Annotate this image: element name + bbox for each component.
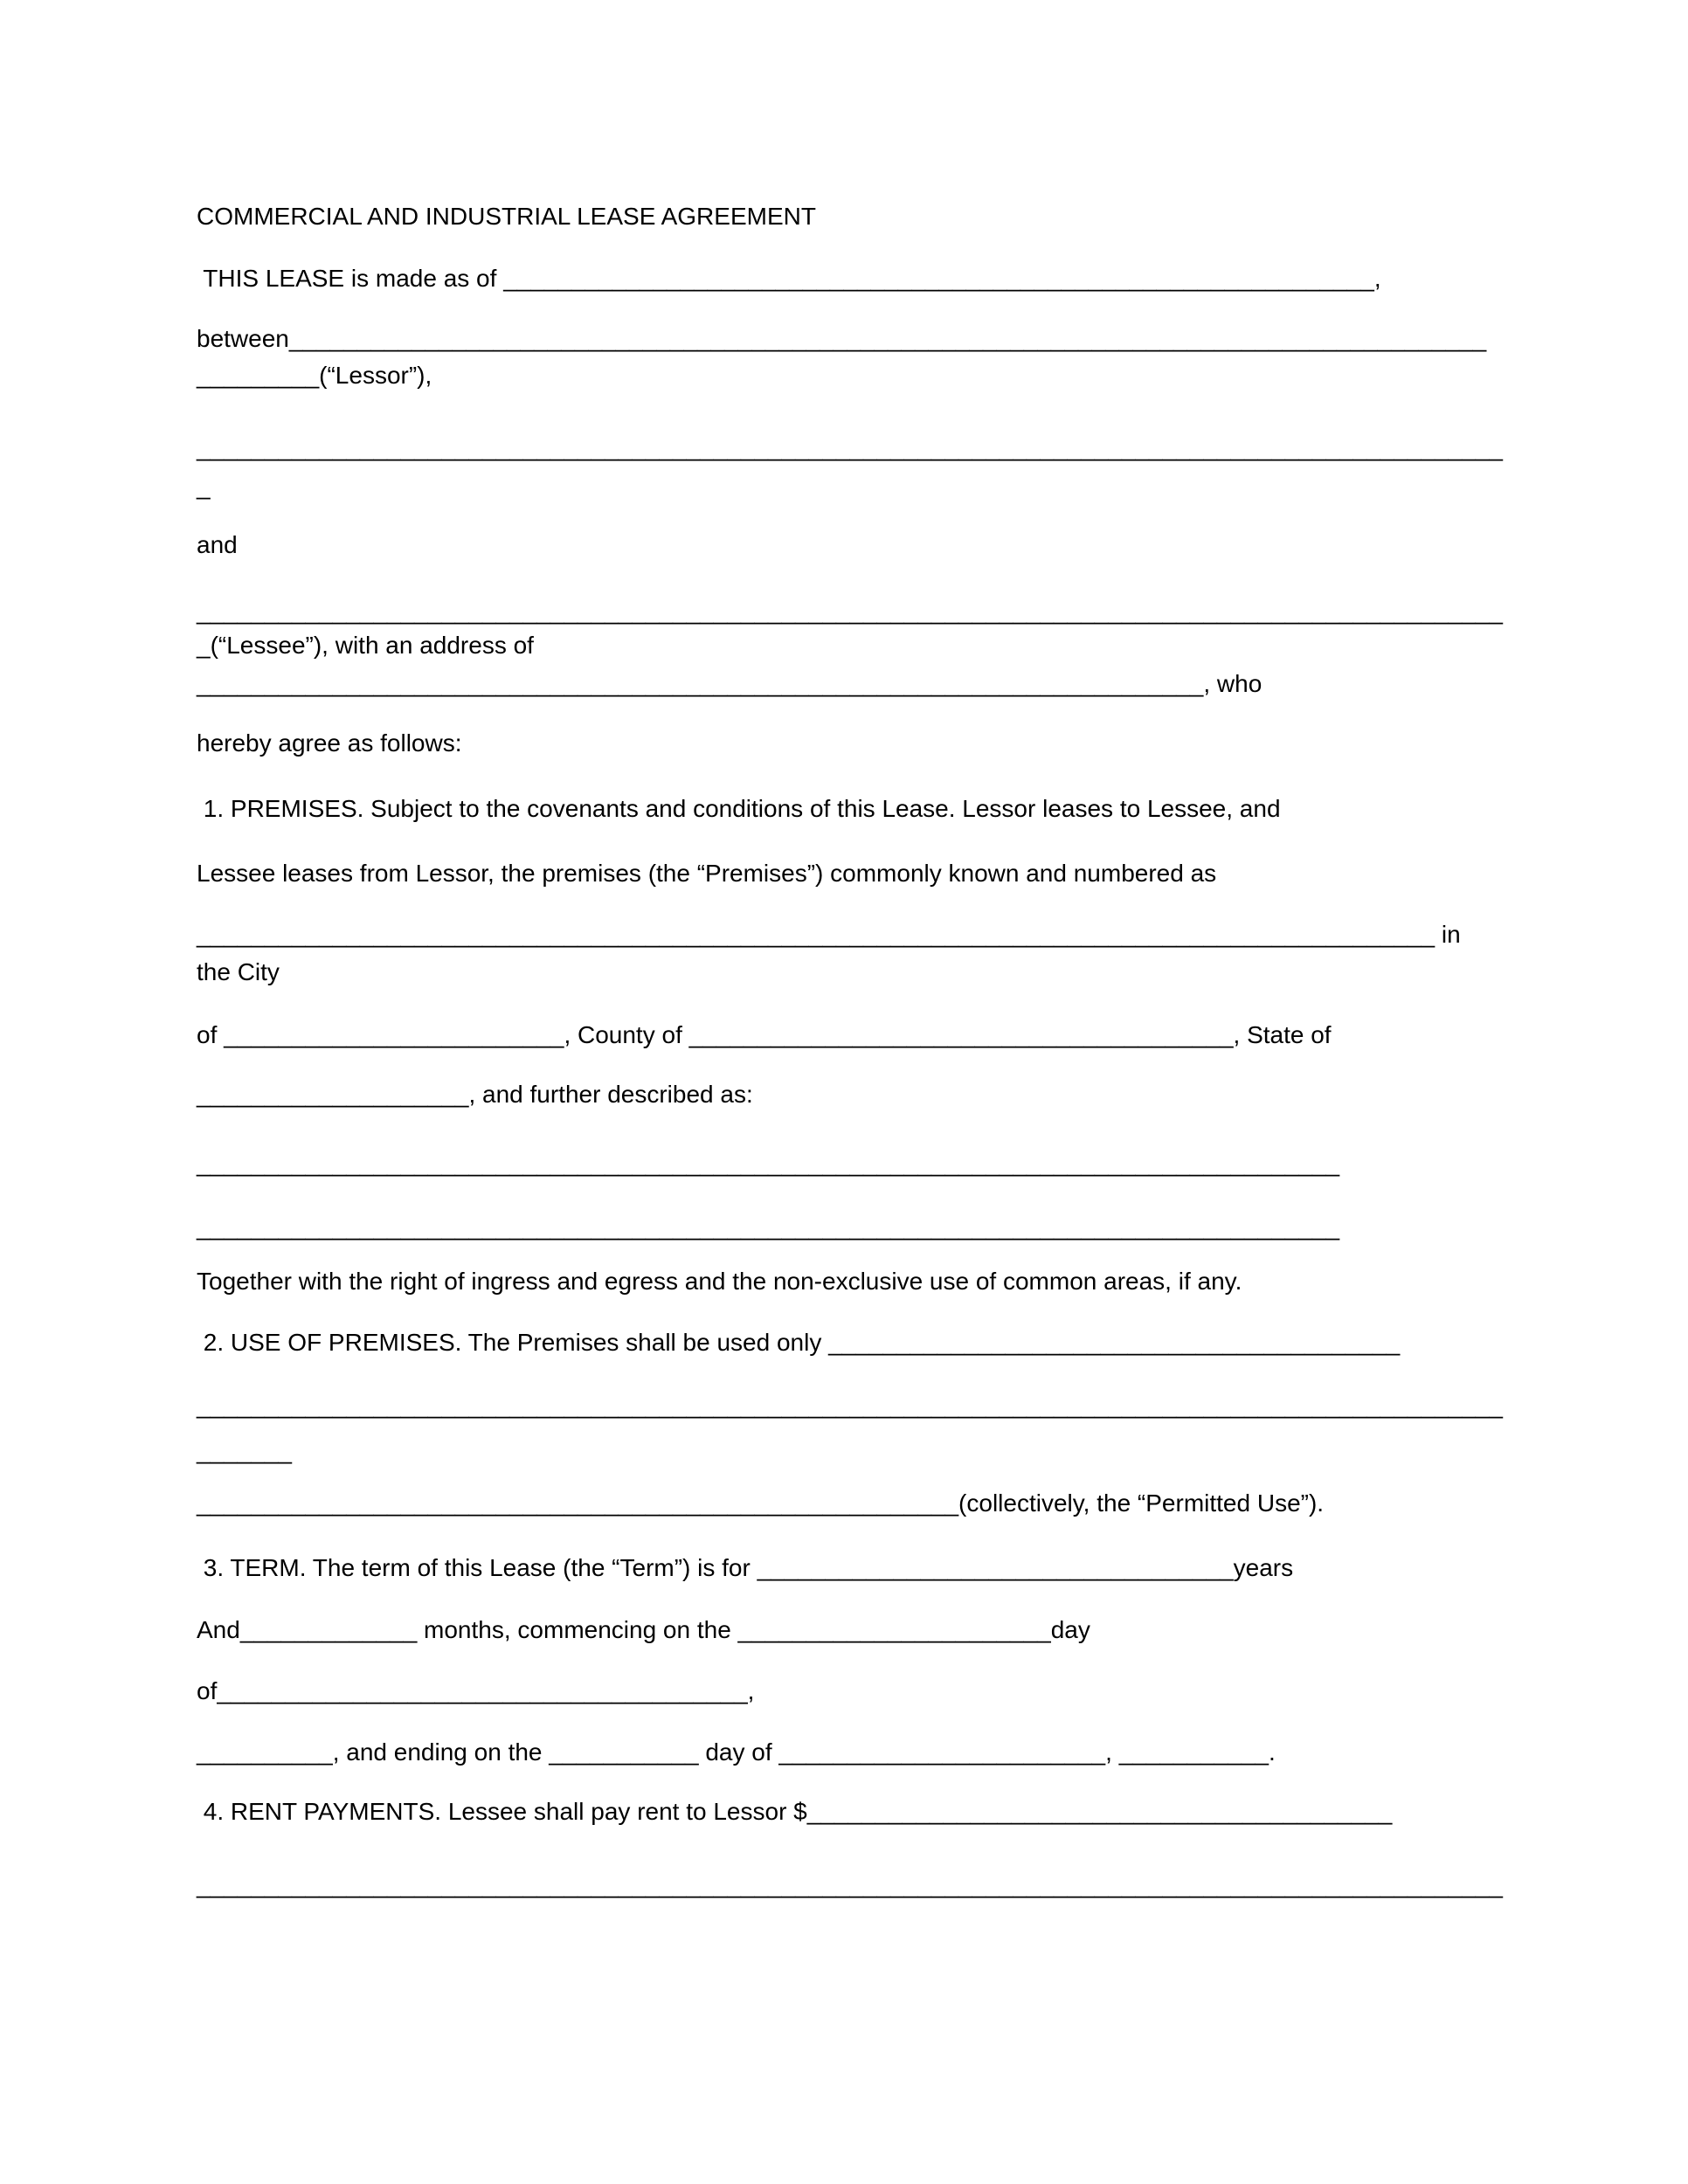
term-clause-line: 3. TERM. The term of this Lease (the “Term”) is for ___________________________________years (197, 1554, 1294, 1581)
further-described-line: ____________________, and further described as: (197, 1081, 753, 1108)
use-blank-line-1: ________________________________________________________________________________________________ (197, 1392, 1503, 1419)
document-title: COMMERCIAL AND INDUSTRIAL LEASE AGREEMENT (197, 203, 816, 230)
lessee-address-blank-line: __________________________________________________________________________, who (197, 670, 1263, 697)
lessor-address-blank-line: ________________________________________________________________________________________________ (197, 434, 1503, 461)
premises-address-blank-line: ___________________________________________________________________________________________ in (197, 921, 1461, 948)
rent-blank-line: ________________________________________________________________________________________________ (197, 1871, 1503, 1898)
blank-wrap-underscore-line: _ (197, 473, 211, 500)
the-city-line: the City (197, 958, 280, 985)
description-blank-line-1: ____________________________________________________________________________________ (197, 1150, 1340, 1177)
lessee-name-blank-line: ________________________________________________________________________________________________ (197, 598, 1503, 625)
term-months-line: And_____________ months, commencing on the _______________________day (197, 1616, 1090, 1643)
rent-payments-line: 4. RENT PAYMENTS. Lessee shall pay rent to Lessor $___________________________________________ (197, 1798, 1393, 1825)
lease-made-date-line: THIS LEASE is made as of ________________________________________________________________, (197, 265, 1381, 292)
premises-clause-line-1: 1. PREMISES. Subject to the covenants and conditions of this Lease. Lessor leases to Lessee, and (197, 795, 1281, 822)
premises-clause-line-2: Lessee leases from Lessor, the premises (the “Premises”) commonly known and numbered as (197, 860, 1217, 887)
use-blank-line-2: _______ (197, 1437, 293, 1464)
permitted-use-line: ________________________________________________________(collectively, the “Permitted Use”). (197, 1489, 1325, 1517)
term-month-of-line: of_______________________________________, (197, 1677, 755, 1704)
between-lessor-blank-line: between________________________________________________________________________________________ (197, 325, 1487, 352)
description-blank-line-2: ____________________________________________________________________________________ (197, 1213, 1340, 1241)
ingress-egress-line: Together with the right of ingress and egress and the non-exclusive use of common areas, if any. (197, 1268, 1242, 1295)
lessee-label-line: _(“Lessee”), with an address of (197, 632, 534, 659)
term-ending-line: __________, and ending on the ___________ day of ________________________, ___________. (197, 1738, 1276, 1766)
lessor-label-line: _________(“Lessor”), (197, 362, 432, 389)
use-of-premises-line: 2. USE OF PREMISES. The Premises shall be used only __________________________________________ (197, 1329, 1401, 1356)
and-connector-line: and (197, 531, 238, 558)
hereby-agree-line: hereby agree as follows: (197, 729, 462, 757)
city-county-state-line: of _________________________, County of ________________________________________, State of (197, 1021, 1332, 1048)
